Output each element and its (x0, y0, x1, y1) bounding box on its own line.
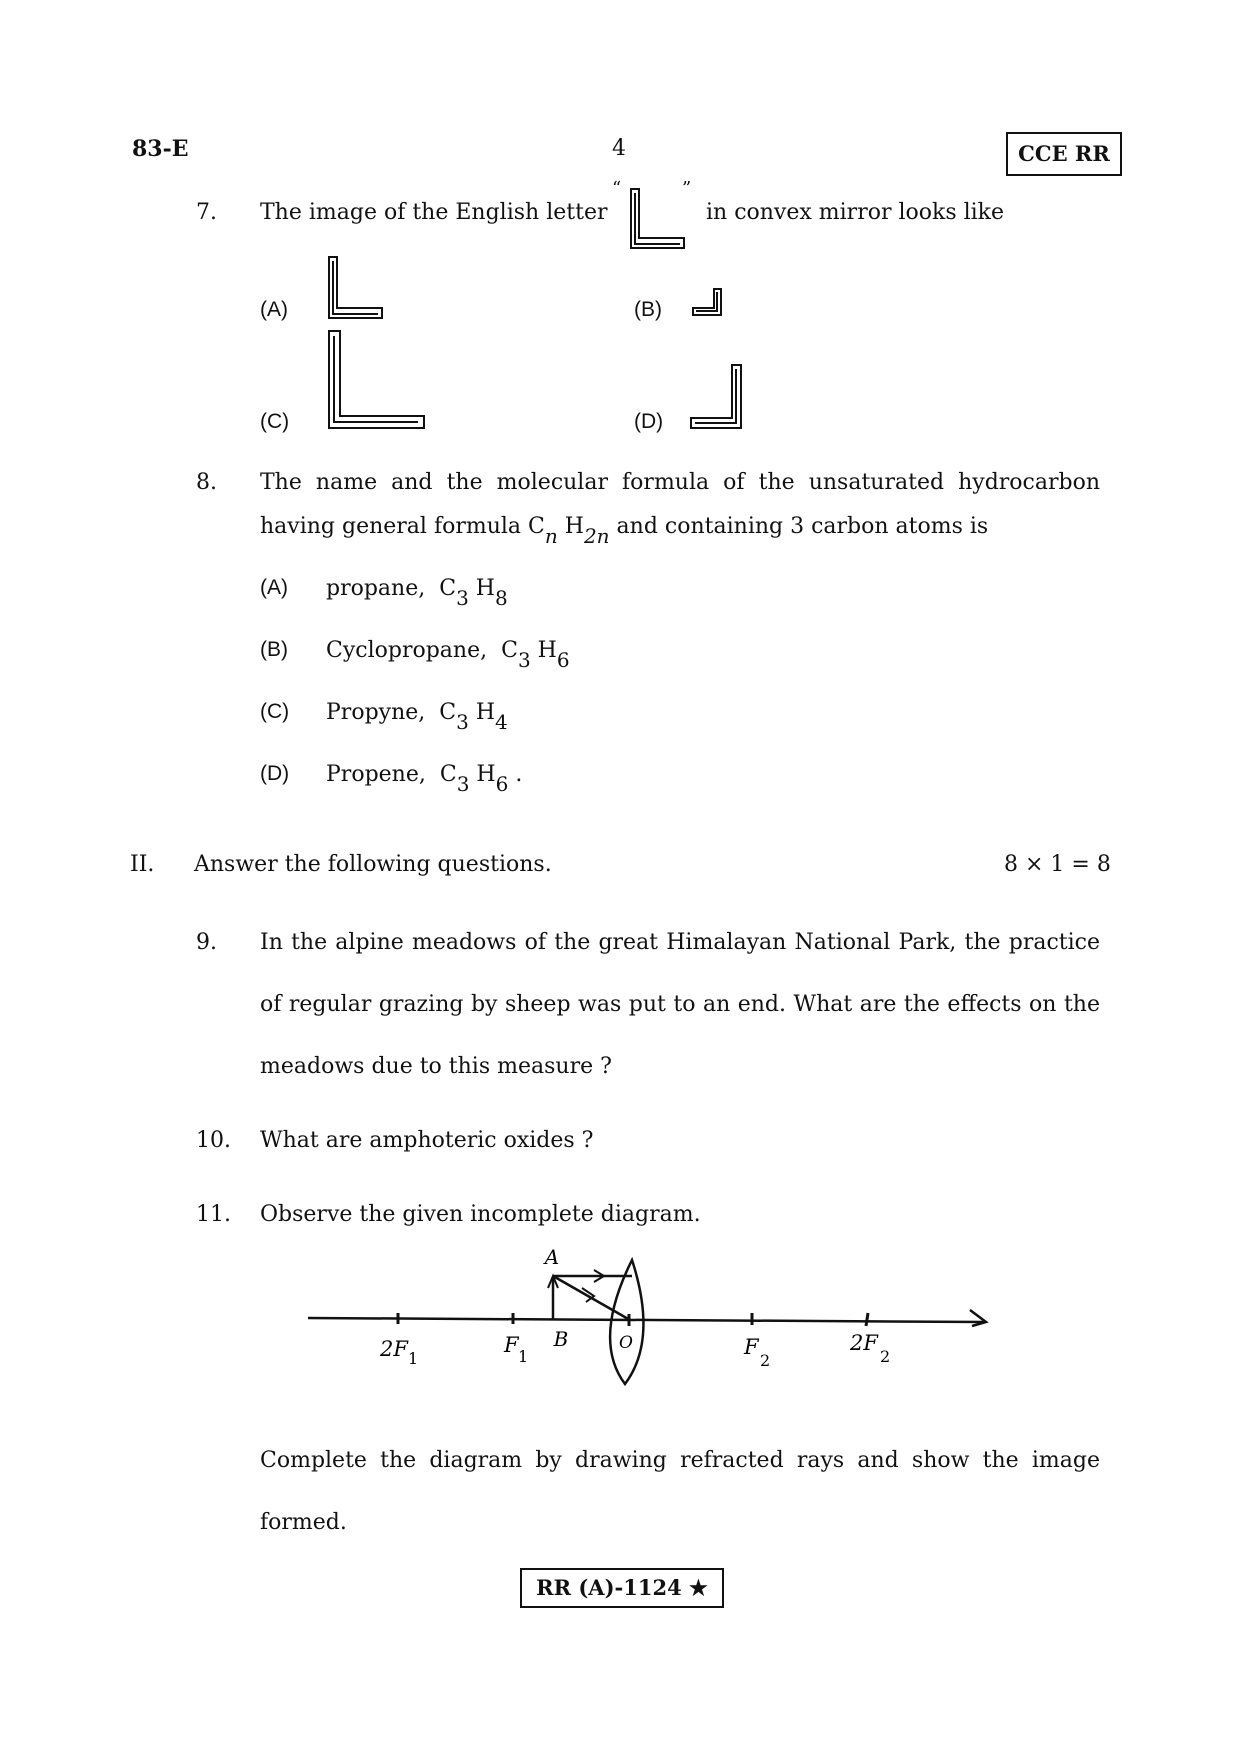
label-2f2: 2F (850, 1331, 878, 1355)
formula-c: C (501, 638, 518, 663)
formula-h-sub: 8 (495, 586, 508, 610)
label-f1-sub: 1 (518, 1347, 529, 1366)
section-title: Answer the following questions. (194, 852, 552, 877)
q7-number: 7. (196, 200, 217, 225)
label-f2: F (744, 1335, 759, 1359)
q7-option-b-label: (B) (634, 298, 662, 321)
footer-code: RR (A)-1124 ★ (520, 1568, 724, 1608)
q8-line2-a: having general formula C (260, 514, 545, 539)
label-2f1-sub: 1 (408, 1349, 419, 1368)
label-o: O (619, 1333, 633, 1353)
formula-c: C (439, 576, 457, 601)
principal-axis (308, 1318, 984, 1322)
q11-number: 11. (196, 1202, 231, 1227)
q8-line2-c: and containing 3 carbon atoms is (609, 514, 989, 539)
label-f2-sub: 2 (760, 1351, 771, 1370)
q11-line1: Complete the diagram by drawing refracted rays and show the image (260, 1448, 1100, 1473)
q8-option-a-label: (A) (260, 576, 288, 599)
label-2f1: 2F (380, 1337, 408, 1361)
option-name: propane, (326, 576, 426, 601)
q8-option-b-label: (B) (260, 638, 288, 661)
formula-h: H (530, 638, 557, 663)
q8-line2-sub2: 2n (583, 524, 610, 548)
q9-line1: In the alpine meadows of the great Himalayan National Park, the practice (260, 930, 1100, 955)
option-name: Cyclopropane, (326, 638, 488, 663)
paper-code: 83-E (132, 136, 189, 162)
q7-close-quote: ” (682, 178, 692, 199)
label-f1: F (504, 1333, 519, 1357)
q10-text: What are amphoteric oxides ? (260, 1128, 594, 1153)
page-number: 4 (612, 136, 626, 161)
q9-line3: meadows due to this measure ? (260, 1054, 612, 1079)
q11-text: Observe the given incomplete diagram. (260, 1202, 701, 1227)
q7-option-d-label: (D) (634, 410, 664, 433)
formula-h-sub: 6 (495, 772, 509, 796)
q9-line2: of regular grazing by sheep was put to an end. What are the effects on the (260, 992, 1100, 1017)
formula-h-sub: 4 (495, 710, 508, 734)
q10-number: 10. (196, 1128, 231, 1153)
q11-line2: formed. (260, 1510, 347, 1535)
q7-text-before: The image of the English letter (260, 200, 608, 225)
q7-option-a-label: (A) (260, 298, 288, 321)
formula-c-sub: 3 (517, 648, 531, 672)
formula-h: H (468, 700, 496, 725)
formula-c-sub: 3 (456, 710, 469, 734)
q7-text-after: in convex mirror looks like (706, 200, 1005, 225)
header-box: CCE RR (1006, 132, 1122, 176)
q8-line1: The name and the molecular formula of the unsaturated hydrocarbon (260, 470, 1100, 495)
section-number: II. (130, 852, 155, 877)
axis-arrowhead (970, 1310, 986, 1326)
q8-line2-sub1: n (544, 524, 558, 548)
label-b: B (553, 1327, 569, 1351)
tick-2f2 (866, 1313, 868, 1326)
q7-option-c-label: (C) (260, 410, 290, 433)
option-name: Propyne, (326, 700, 426, 725)
label-2f2-sub: 2 (880, 1347, 891, 1366)
formula-c-sub: 3 (456, 772, 470, 796)
formula-c-sub: 3 (456, 586, 469, 610)
convex-lens (610, 1260, 643, 1384)
label-a: A (544, 1245, 560, 1269)
formula-h: H (469, 762, 496, 787)
section-marks: 8 × 1 = 8 (1004, 852, 1111, 877)
option-name: Propene, (326, 762, 426, 787)
q8-line2-b: H (557, 514, 584, 539)
q8-option-c-label: (C) (260, 700, 290, 723)
q8-number: 8. (196, 470, 217, 495)
q8-option-d-label: (D) (260, 762, 290, 785)
formula-c: C (439, 762, 457, 787)
q9-number: 9. (196, 930, 217, 955)
formula-h: H (468, 576, 495, 601)
formula-h-sub: 6 (556, 648, 570, 672)
formula-end: . (508, 762, 523, 787)
formula-c: C (439, 700, 457, 725)
q7-open-quote: “ (612, 178, 622, 199)
